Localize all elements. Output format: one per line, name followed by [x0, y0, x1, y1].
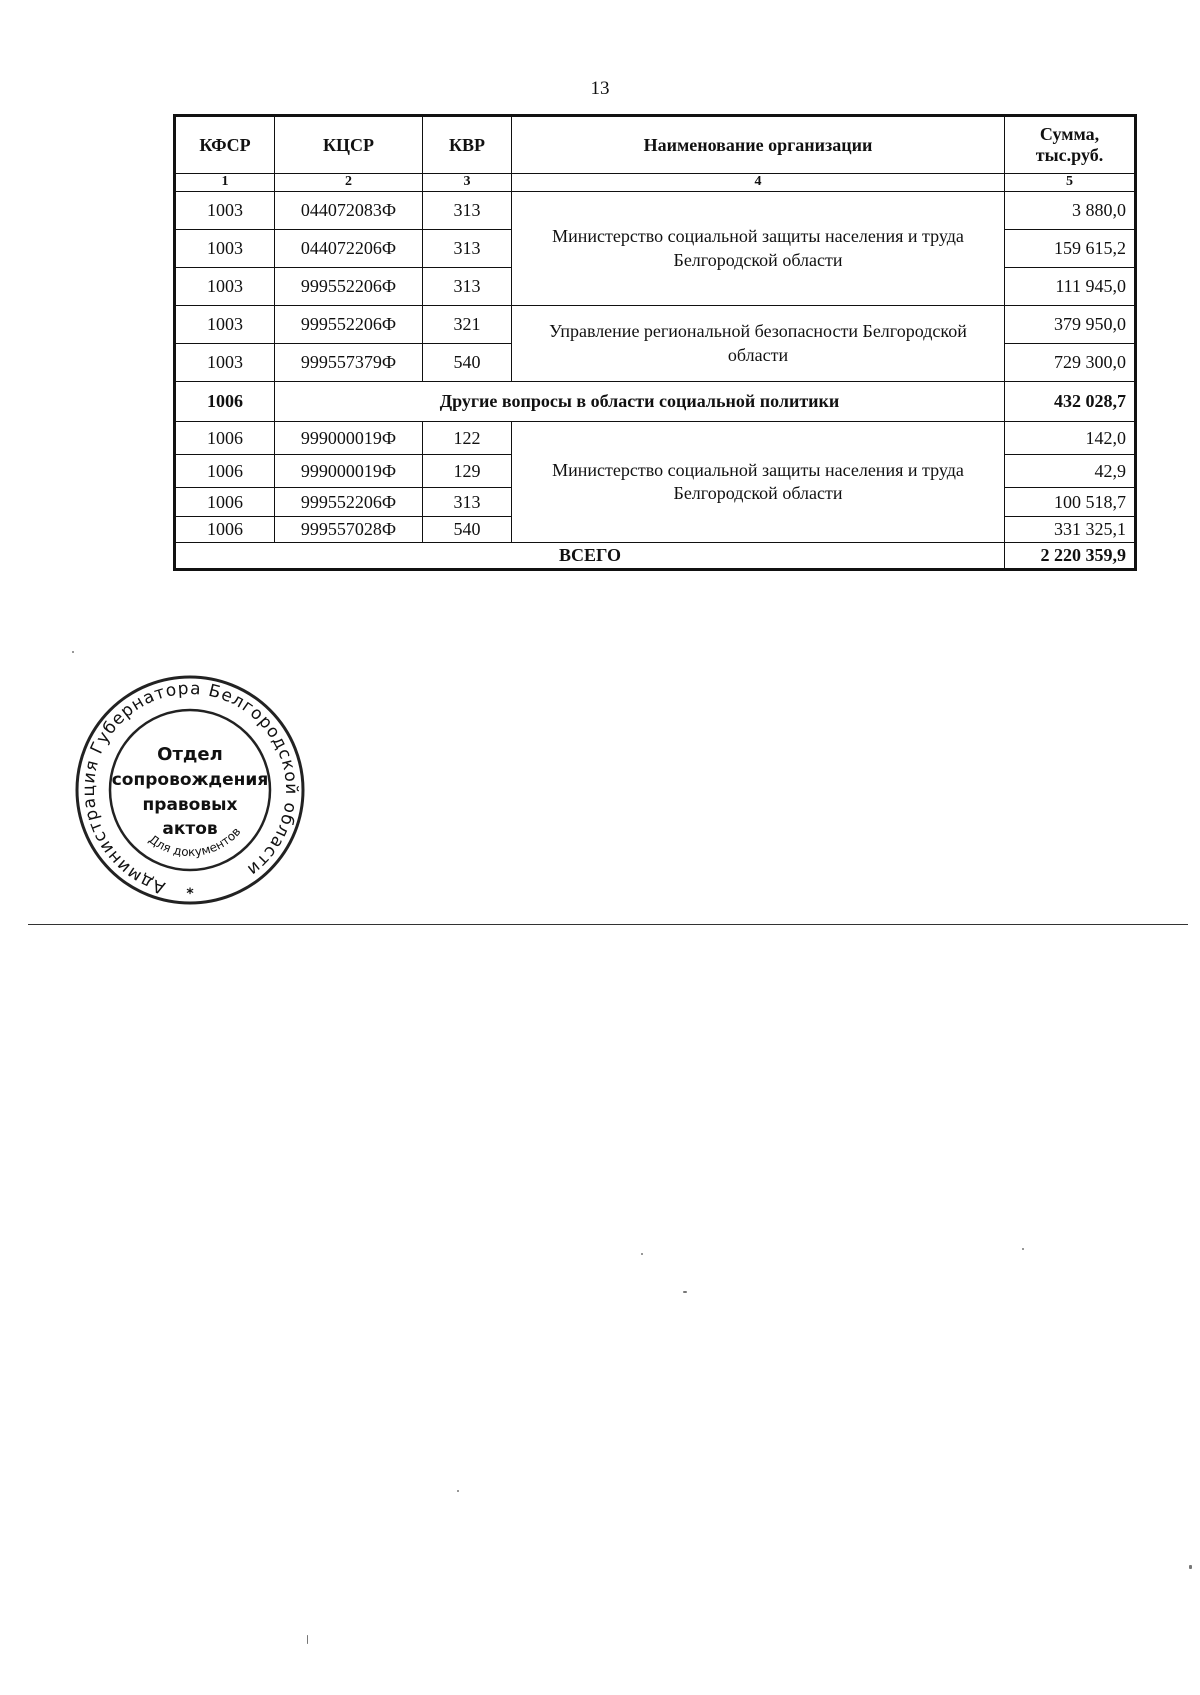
organization-cell: Министерство социальной защиты населения и труда Белгородской области [512, 422, 1005, 543]
stamp-outer-text: Администрация Губернатора Белгородской области [78, 678, 302, 898]
sum-cell: 331 325,1 [1005, 517, 1136, 543]
kcsr-cell: 999552206Ф [275, 268, 423, 306]
kfsr-cell: 1006 [175, 488, 275, 517]
budget-table [173, 114, 1137, 571]
scan-speck [1189, 1565, 1192, 1569]
column-number: 3 [423, 174, 512, 192]
stamp-center-line: Отдел [157, 744, 223, 765]
header-kvr: КВР [423, 116, 512, 174]
stamp-center-line: правовых [142, 795, 238, 815]
sum-cell: 100 518,7 [1005, 488, 1136, 517]
kvr-cell: 313 [423, 268, 512, 306]
organization-cell: Министерство социальной защиты населения и труда Белгородской области [512, 192, 1005, 306]
scan-speck [307, 1635, 308, 1644]
column-number-row [175, 174, 1136, 192]
header-kcsr: КЦСР [275, 116, 423, 174]
official-stamp [72, 672, 308, 908]
total-row [175, 543, 1136, 570]
kfsr-cell: 1003 [175, 230, 275, 268]
header-kfsr: КФСР [175, 116, 275, 174]
kvr-cell: 122 [423, 422, 512, 455]
header-organization: Наименование организации [512, 116, 1005, 174]
kvr-cell: 313 [423, 192, 512, 230]
page-number: 13 [590, 78, 610, 99]
total-label: ВСЕГО [175, 543, 1005, 570]
header-sum: Сумма, тыс.руб. [1005, 116, 1136, 174]
sum-cell: 159 615,2 [1005, 230, 1136, 268]
kcsr-cell: 044072206Ф [275, 230, 423, 268]
kcsr-cell: 999552206Ф [275, 306, 423, 344]
kvr-cell: 540 [423, 517, 512, 543]
stamp-inner-arc-text: Для документов [146, 824, 244, 860]
kcsr-cell: 999552206Ф [275, 488, 423, 517]
kvr-cell: 540 [423, 344, 512, 382]
kvr-cell: 313 [423, 230, 512, 268]
table-row [175, 306, 1136, 344]
stamp-center-text [112, 744, 269, 839]
section-title: Другие вопросы в области социальной политики [275, 382, 1005, 422]
section-row [175, 382, 1136, 422]
kvr-cell: 321 [423, 306, 512, 344]
table-row [175, 422, 1136, 455]
kcsr-cell: 044072083Ф [275, 192, 423, 230]
section-code: 1006 [175, 382, 275, 422]
kfsr-cell: 1003 [175, 306, 275, 344]
kvr-cell: 129 [423, 455, 512, 488]
kvr-cell: 313 [423, 488, 512, 517]
sum-cell: 379 950,0 [1005, 306, 1136, 344]
organization-cell: Управление региональной безопасности Белгородской области [512, 306, 1005, 382]
scan-speck [72, 651, 74, 653]
sum-cell: 142,0 [1005, 422, 1136, 455]
scan-speck [683, 1291, 687, 1293]
column-number: 2 [275, 174, 423, 192]
stamp-center-line: сопровождения [111, 770, 269, 790]
total-sum: 2 220 359,9 [1005, 543, 1136, 570]
kcsr-cell: 999000019Ф [275, 422, 423, 455]
column-number: 4 [512, 174, 1005, 192]
kfsr-cell: 1003 [175, 192, 275, 230]
kfsr-cell: 1006 [175, 455, 275, 488]
scan-speck [457, 1490, 459, 1492]
kcsr-cell: 999000019Ф [275, 455, 423, 488]
kfsr-cell: 1003 [175, 268, 275, 306]
stamp-star: * [186, 886, 194, 902]
sum-cell: 729 300,0 [1005, 344, 1136, 382]
scan-divider-line [28, 924, 1188, 925]
scan-speck [1022, 1248, 1024, 1250]
sum-cell: 3 880,0 [1005, 192, 1136, 230]
kcsr-cell: 999557028Ф [275, 517, 423, 543]
sum-cell: 42,9 [1005, 455, 1136, 488]
kfsr-cell: 1006 [175, 422, 275, 455]
stamp-center-line: актов [162, 819, 218, 839]
sum-cell: 111 945,0 [1005, 268, 1136, 306]
kfsr-cell: 1003 [175, 344, 275, 382]
table-row [175, 192, 1136, 230]
column-number: 1 [175, 174, 275, 192]
scan-speck [641, 1253, 643, 1255]
table-header-row [175, 116, 1136, 174]
kcsr-cell: 999557379Ф [275, 344, 423, 382]
section-sum: 432 028,7 [1005, 382, 1136, 422]
kfsr-cell: 1006 [175, 517, 275, 543]
column-number: 5 [1005, 174, 1136, 192]
